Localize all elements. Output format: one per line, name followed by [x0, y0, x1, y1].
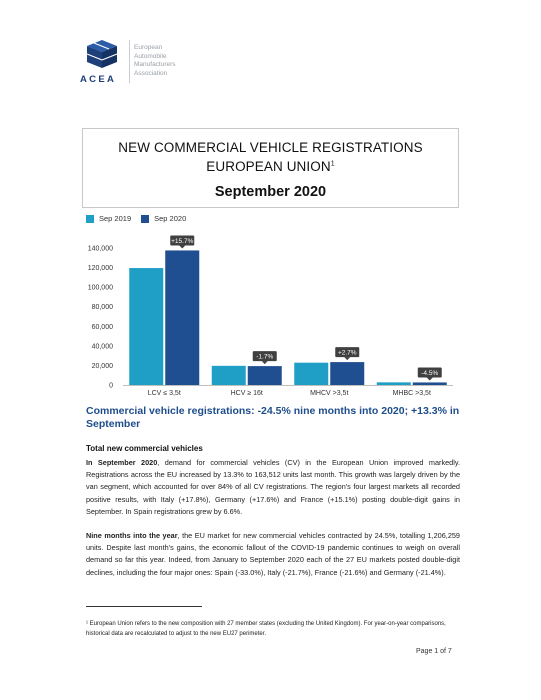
x-category-label: LCV ≤ 3,5t	[147, 390, 181, 397]
report-date: September 2020	[214, 184, 327, 200]
page-number: Page 1 of 7	[416, 648, 452, 655]
y-tick-label: 0	[109, 382, 113, 390]
association-line: Association	[134, 69, 168, 77]
paragraph-lead: In September 2020	[86, 458, 158, 467]
bar-sep-2020	[248, 366, 282, 385]
registrations-bar-chart	[78, 225, 478, 400]
bar-sep-2019	[212, 366, 246, 385]
chart-legend	[86, 214, 186, 223]
bar-sep-2019	[377, 382, 411, 385]
bar-sep-2020	[165, 250, 199, 385]
association-name	[134, 44, 176, 78]
acea-cube-icon	[84, 38, 120, 70]
legend-label-sep-2019: Sep 2019	[99, 214, 132, 223]
change-callout-pointer	[427, 377, 433, 380]
y-tick-label: 20,000	[91, 362, 113, 370]
change-callout-pointer	[179, 245, 185, 248]
y-tick-label: 80,000	[91, 304, 113, 312]
paragraph-body: , demand for commercial vehicles (CV) in the European Union improved markedly. Registrations across the EU increased by 13.3% to 163,512 units last month. This growth was largely driven by the van segment, which accounted for over 84% of all CV registrations. The region's four largest markets all recorded positive results, with Italy (+17.8%), Germany (+17.6%) and France (+15.1%) posting double-digit gains in September. In Spain registrations grew by 6.6%.	[86, 458, 460, 516]
bar-sep-2020	[330, 362, 364, 385]
change-label: -1.7%	[256, 353, 274, 361]
y-tick-label: 60,000	[91, 323, 113, 331]
section-heading: Total new commercial vehicles	[86, 444, 203, 453]
association-line: Manufacturers	[134, 61, 176, 68]
change-callout-pointer	[344, 357, 350, 360]
report-title: NEW COMMERCIAL VEHICLE REGISTRATIONS	[118, 140, 423, 155]
bar-sep-2019	[294, 363, 328, 385]
footnote-rule	[86, 606, 202, 607]
bar-sep-2020	[413, 382, 447, 385]
legend-swatch-sep-2020	[141, 215, 149, 223]
logo-divider	[129, 40, 130, 83]
association-line: Automobile	[134, 52, 167, 60]
y-tick-label: 120,000	[87, 265, 113, 273]
headline: Commercial vehicle registrations: -24.5% nine months into 2020; +13.3% in September	[86, 405, 460, 430]
x-category-label: HCV ≥ 16t	[230, 390, 263, 397]
paragraph-nine-months	[86, 530, 460, 579]
title-box	[82, 128, 459, 208]
acea-wordmark: ACEA	[80, 74, 117, 85]
paragraph-september	[86, 457, 460, 518]
x-category-label: MHBC >3,5t	[392, 390, 431, 397]
change-callout-pointer	[262, 361, 268, 364]
legend-label-sep-2020: Sep 2020	[154, 214, 187, 223]
y-tick-label: 100,000	[87, 284, 113, 292]
x-category-label: MHCV >3,5t	[310, 390, 349, 397]
change-label: +15.7%	[171, 237, 194, 245]
legend-swatch-sep-2019	[86, 215, 94, 223]
y-tick-label: 40,000	[91, 343, 113, 351]
report-region	[83, 159, 458, 174]
association-line: European	[134, 44, 163, 51]
change-label: +2.7%	[337, 349, 357, 357]
footnote-marker: 1	[330, 160, 335, 168]
paragraph-lead: Nine months into the year	[86, 531, 178, 540]
report-region-text: EUROPEAN UNION	[206, 159, 331, 174]
change-label: -4.5%	[421, 369, 439, 377]
paragraph-body: , the EU market for new commercial vehicles contracted by 24.5%, totalling 1,206,259 units. Despite last month's gains, the economic fallout of the COVID-19 pandemic continues to weigh on overall demand so far this year. Indeed, from January to September 2020 each of the 27 EU markets posted double-digit declines, including the four major ones: Spain (-33.0%), Italy (-21.7%), France (-21.6%) and Germany (-21.4%).	[86, 531, 460, 577]
bar-sep-2019	[129, 268, 163, 385]
y-tick-label: 140,000	[87, 245, 113, 253]
footnote: ¹ European Union refers to the new composition with 27 member states (excluding the United Kingdom). For year-on-year comparisons, historical data are recalculated to adjust to the new EU27 perimeter.	[86, 621, 446, 637]
